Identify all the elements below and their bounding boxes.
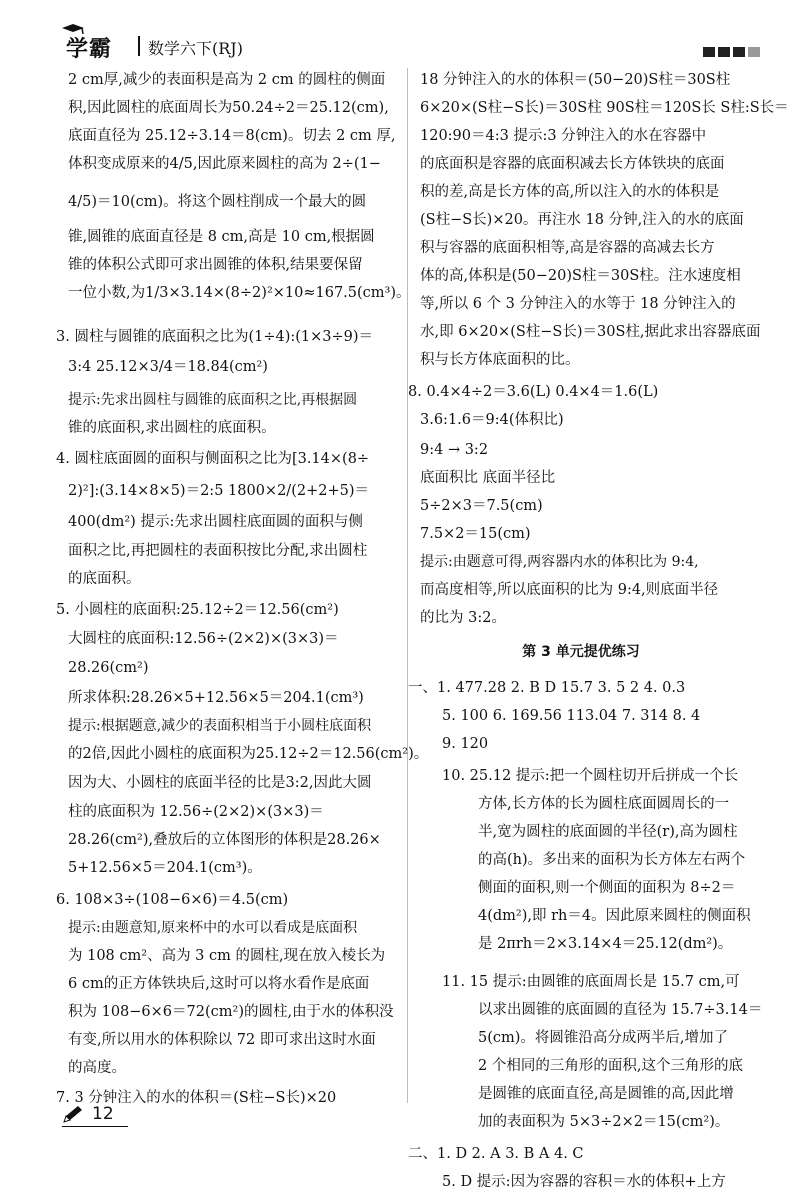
text-line: 4(dm²),即 rh＝4。因此原来圆柱的侧面积 bbox=[478, 908, 751, 924]
text-line: 2 cm厚,减少的表面积是高为 2 cm 的圆柱的侧面 bbox=[68, 72, 386, 88]
text-line: 以求出圆锥的底面圆的直径为 15.7÷3.14＝ bbox=[478, 1002, 763, 1018]
brand-logo: 学霸 bbox=[66, 36, 113, 62]
text-line: 的高度。 bbox=[68, 1060, 126, 1076]
text-line: 半,宽为圆柱的底面圆的半径(r),高为圆柱 bbox=[478, 824, 738, 840]
text-line: 5. D 提示:因为容器的容积＝水的体积+上方 bbox=[442, 1174, 726, 1190]
text-line: 9:4 → 3:2 bbox=[420, 442, 489, 458]
column-divider bbox=[407, 68, 408, 1103]
text-line: 体积变成原来的4/5,因此原来圆柱的高为 2÷(1− bbox=[68, 156, 381, 172]
footer-underline bbox=[62, 1126, 128, 1127]
text-line: 为 108 cm²、高为 3 cm 的圆柱,现在放入棱长为 bbox=[68, 948, 386, 964]
text-line: 水,即 6×20×(S柱−S长)＝30S柱,据此求出容器底面 bbox=[420, 324, 761, 340]
pencil-icon bbox=[62, 1104, 86, 1124]
text-line: 的底面积。 bbox=[68, 571, 141, 587]
section-title: 第 3 单元提优练习 bbox=[522, 644, 640, 660]
text-line: 7.5×2＝15(cm) bbox=[420, 526, 531, 542]
header-separator bbox=[138, 36, 140, 56]
header-block bbox=[748, 47, 760, 57]
text-line: 是 2πrh＝2×3.14×4＝25.12(dm²)。 bbox=[478, 936, 733, 952]
text-line: 方体,长方体的长为圆柱底面圆周长的一 bbox=[478, 796, 730, 812]
text-line: 3. 圆柱与圆锥的底面积之比为(1÷4):(1×3÷9)＝ bbox=[56, 329, 374, 345]
text-line: 积的差,高是长方体的高,所以注入的水的体积是 bbox=[420, 184, 720, 200]
text-line: 积为 108−6×6＝72(cm²)的圆柱,由于水的体积没 bbox=[68, 1004, 394, 1020]
text-line: 锥的体积公式即可求出圆锥的体积,结果要保留 bbox=[68, 257, 363, 273]
text-line: 8. 0.4×4÷2＝3.6(L) 0.4×4＝1.6(L) bbox=[408, 384, 659, 400]
text-line: 9. 120 bbox=[442, 736, 489, 752]
text-line: 2 个相同的三角形的面积,这个三角形的底 bbox=[478, 1058, 743, 1074]
header-block bbox=[703, 47, 715, 57]
text-line: 4. 圆柱底面圆的面积与侧面积之比为[3.14×(8÷ bbox=[56, 451, 370, 467]
header-block bbox=[733, 47, 745, 57]
text-line: 底面积比 底面半径比 bbox=[420, 470, 556, 486]
text-line: 5÷2×3＝7.5(cm) bbox=[420, 498, 543, 514]
text-line: 3:4 25.12×3/4＝18.84(cm²) bbox=[68, 359, 268, 375]
text-line: 二、1. D 2. A 3. B A 4. C bbox=[408, 1146, 584, 1162]
text-line: 2)²]:(3.14×8×5)＝2:5 1800×2/(2+2+5)＝ bbox=[68, 483, 369, 499]
text-line: 加的表面积为 5×3÷2×2＝15(cm²)。 bbox=[478, 1114, 730, 1130]
header-block bbox=[718, 47, 730, 57]
text-line: 而高度相等,所以底面积的比为 9:4,则底面半径 bbox=[420, 582, 719, 598]
text-line: 5+12.56×5＝204.1(cm³)。 bbox=[68, 860, 262, 876]
text-line: 面积之比,再把圆柱的表面积按比分配,求出圆柱 bbox=[68, 543, 368, 559]
page-footer bbox=[62, 1104, 142, 1126]
text-line: 体的高,体积是(50−20)S柱＝30S柱。注水速度相 bbox=[420, 268, 741, 284]
text-line: 28.26(cm²) bbox=[68, 660, 149, 676]
text-line: 提示:先求出圆柱与圆锥的底面积之比,再根据圆 bbox=[68, 392, 358, 408]
text-line: 的高(h)。多出来的面积为长方体左右两个 bbox=[478, 852, 746, 868]
text-line: 侧面的面积,则一个侧面的面积为 8÷2＝ bbox=[478, 880, 736, 896]
header-decoration bbox=[700, 42, 760, 61]
text-line: 有变,所以用水的体积除以 72 即可求出这时水面 bbox=[68, 1032, 376, 1048]
text-line: 7. 3 分钟注入的水的体积＝(S柱−S长)×20 bbox=[56, 1090, 337, 1106]
text-line: 6 cm的正方体铁块后,这时可以将水看作是底面 bbox=[68, 976, 370, 992]
text-line: 18 分钟注入的水的体积＝(50−20)S柱＝30S柱 bbox=[420, 72, 731, 88]
text-line: 11. 15 提示:由圆锥的底面周长是 15.7 cm,可 bbox=[442, 974, 740, 990]
text-line: 提示:由题意可得,两容器内水的体积比为 9:4, bbox=[420, 554, 699, 570]
text-line: 等,所以 6 个 3 分钟注入的水等于 18 分钟注入的 bbox=[420, 296, 736, 312]
page-number: 12 bbox=[92, 1104, 114, 1124]
text-line: 的比为 3:2。 bbox=[420, 610, 506, 626]
text-line: 5. 100 6. 169.56 113.04 7. 314 8. 4 bbox=[442, 708, 701, 724]
text-line: 400(dm²) 提示:先求出圆柱底面圆的面积与侧 bbox=[68, 514, 363, 530]
text-line: 积与长方体底面积的比。 bbox=[420, 352, 580, 368]
text-line: 积与容器的底面积相等,高是容器的高减去长方 bbox=[420, 240, 715, 256]
text-line: 是圆锥的底面直径,高是圆锥的高,因此增 bbox=[478, 1086, 734, 1102]
text-line: 10. 25.12 提示:把一个圆柱切开后拼成一个长 bbox=[442, 768, 739, 784]
text-line: 的2倍,因此小圆柱的底面积为25.12÷2＝12.56(cm²)。 bbox=[68, 746, 429, 762]
text-line: 4/5)＝10(cm)。将这个圆柱削成一个最大的圆 bbox=[68, 194, 367, 210]
text-line: 锥的底面积,求出圆柱的底面积。 bbox=[68, 420, 276, 436]
page-header bbox=[50, 30, 760, 66]
text-line: 120:90＝4:3 提示:3 分钟注入的水在容器中 bbox=[420, 128, 707, 144]
text-line: 一、1. 477.28 2. B D 15.7 3. 5 2 4. 0.3 bbox=[408, 680, 686, 696]
text-line: 底面直径为 25.12÷3.14＝8(cm)。切去 2 cm 厚, bbox=[68, 128, 396, 144]
text-line: 3.6:1.6＝9:4(体积比) bbox=[420, 412, 564, 428]
text-line: 5(cm)。将圆锥沿高分成两半后,增加了 bbox=[478, 1030, 729, 1046]
text-line: 6×20×(S柱−S长)＝30S柱 90S柱＝120S长 S柱:S长＝ bbox=[420, 100, 789, 116]
text-line: 因为大、小圆柱的底面半径的比是3:2,因此大圆 bbox=[68, 775, 372, 791]
text-line: 积,因此圆柱的底面周长为50.24÷2＝25.12(cm), bbox=[68, 100, 389, 116]
text-line: 一位小数,为1/3×3.14×(8÷2)²×10≈167.5(cm³)。 bbox=[68, 285, 411, 301]
text-line: 所求体积:28.26×5+12.56×5＝204.1(cm³) bbox=[68, 690, 364, 706]
text-line: 锥,圆锥的底面直径是 8 cm,高是 10 cm,根据圆 bbox=[68, 229, 375, 245]
text-line: 大圆柱的底面积:12.56÷(2×2)×(3×3)＝ bbox=[68, 631, 339, 647]
subject-title: 数学六下(RJ) bbox=[148, 39, 243, 58]
text-line: 的底面积是容器的底面积减去长方体铁块的底面 bbox=[420, 156, 725, 172]
text-line: 提示:由题意知,原来杯中的水可以看成是底面积 bbox=[68, 920, 358, 936]
text-line: 提示:根据题意,减少的表面积相当于小圆柱底面积 bbox=[68, 718, 372, 734]
text-line: 28.26(cm²),叠放后的立体图形的体积是28.26× bbox=[68, 832, 381, 848]
text-line: 5. 小圆柱的底面积:25.12÷2＝12.56(cm²) bbox=[56, 602, 339, 618]
text-line: 柱的底面积为 12.56÷(2×2)×(3×3)＝ bbox=[68, 804, 324, 820]
text-line: 6. 108×3÷(108−6×6)＝4.5(cm) bbox=[56, 892, 289, 908]
text-line: (S柱−S长)×20。再注水 18 分钟,注入的水的底面 bbox=[420, 212, 744, 228]
